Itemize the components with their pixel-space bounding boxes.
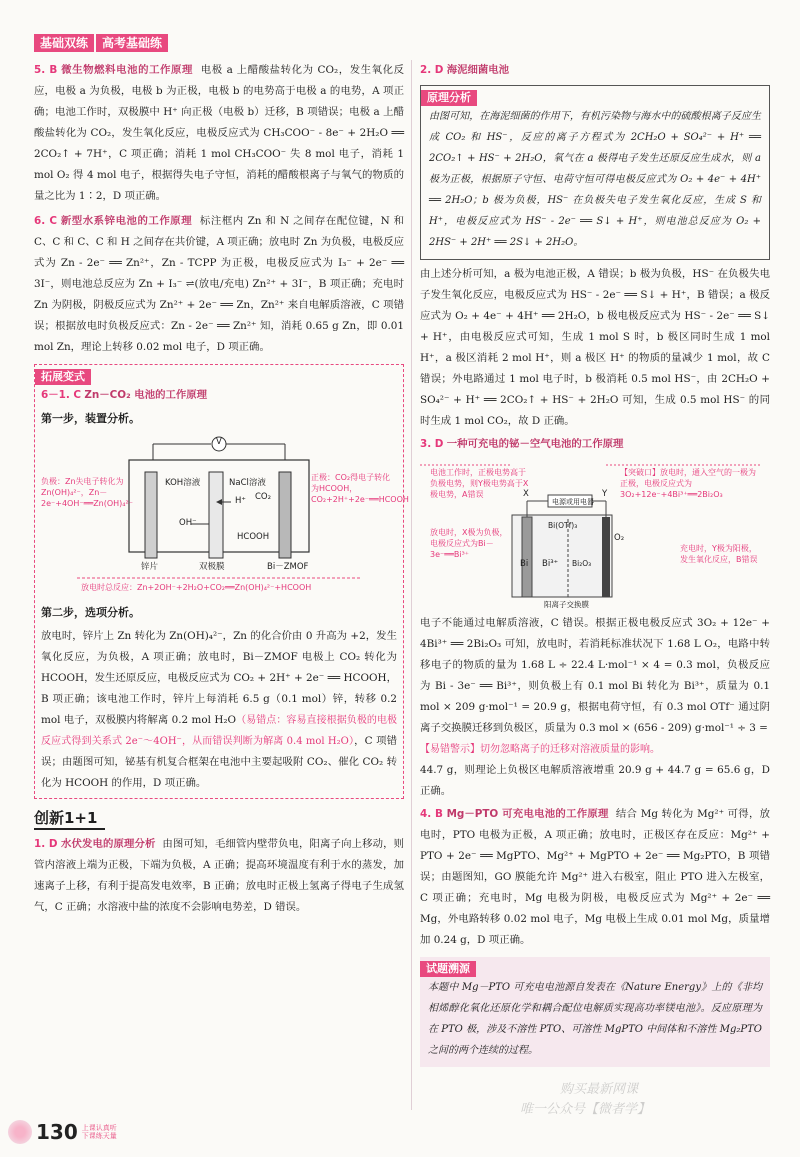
slogan-line-1: 上课认真听 <box>81 1124 117 1132</box>
watermark-line-1: 购买最新网课 <box>560 1082 639 1097</box>
note-breakthrough: 【突破口】放电时，通入空气的一极为正极，电极反应式为3O₂+12e⁻+4Bi³⁺══2Bi₂O₃ <box>620 468 756 499</box>
extension-answer <box>41 385 397 406</box>
answer-topic: Zn－CO₂ 电池的工作原理 <box>84 389 208 401</box>
answer-topic: 微生物燃料电池的工作原理 <box>61 64 193 76</box>
answer-text: 由图可知，毛细管内壁带负电，阳离子向上移动，则管内溶液上端为正极，下端为负极，A 正确；提高环境温度有利于水的蒸发，加速离子上移，有利于提高发电效率，B 正确；放电时正极上氢离子得电子生成氢气，C 正确；水溶液中盐的浓度不会影响电势差，D 错误。 <box>34 838 405 913</box>
answer-3-text-2: 44.7 g，则理论上负极区电解质溶液增重 20.9 g + 44.7 g = 65.6 g，D 正确。 <box>420 764 770 797</box>
nacl-label: NaCl溶液 <box>229 478 266 488</box>
note-negative-electrode: 放电时，X极为负极，电极反应式为Bi－3e⁻══Bi³⁺ <box>430 528 508 559</box>
o2-label: O₂ <box>614 533 625 543</box>
answer-3 <box>420 434 770 455</box>
extension-tab: 拓展变式 <box>35 369 91 385</box>
footer-slogan <box>82 1124 117 1140</box>
answer-3-text: 电子不能通过电解质溶液，C 错误。根据正极电极反应式 3O₂ + 12e⁻ + 4Bi³⁺ ══ 2Bi₂O₃ 可知，放电时，若消耗标准状况下 1.68 L O₂，电路中转移电子的物质的量为 1.68 L ÷ 22.4 L·mol⁻¹ × 4 = 0.3 mol，负极反应为 Bi - 3e⁻ ══ Bi³⁺，则负极上有 0.1 mol Bi 转化为 Bi³⁺，质量为 0.1 mol × 209 g·mol⁻¹ = 20.9 g，根据电荷守恒，有 0.3 mol OTf⁻ 通过阴离子交换膜迁移到负极区，质量为 0.3 mol × (656 - 209) g·mol⁻¹ ÷ 3 = <box>420 617 770 734</box>
bipolar-label: 双极膜 <box>199 562 225 572</box>
answer-number: 6. C <box>34 215 57 227</box>
y-electrode-label: Y <box>602 489 608 499</box>
negative-note: 负极：Zn失电子转化为Zn(OH)₄²⁻，Zn－2e⁻+4OH⁻══Zn(OH)₄²⁻ <box>41 477 133 508</box>
answer-topic: Mg－PTO 可充电电池的工作原理 <box>446 808 609 820</box>
error-prone-note: （易错点：容易直接根据负极的电极反应式得到关系式 2e⁻～4OH⁻，从而错误判断为解离 0.4 mol H₂O） <box>41 715 398 747</box>
answer-topic: 海泥细菌电池 <box>446 64 510 76</box>
koh-label: KOH溶液 <box>165 478 201 488</box>
note-charging-anode: 充电时，Y极为阳极，发生氧化反应，B错误 <box>680 544 758 564</box>
error-warning-note: 【易错警示】切勿忽略离子的迁移对溶液质量的影响。 <box>420 744 660 755</box>
answer-number: 2. D <box>420 64 444 76</box>
positive-note: 正极：CO₂得电子转化为HCOOH，CO₂+2H⁺+2e⁻══HCOOH <box>311 473 409 504</box>
answer-2-text: 由上述分析可知，a 极为电池正极，A 错误；b 极为负极，HS⁻ 在负极失电子发生氧化反应，电极反应式为 HS⁻ - 2e⁻ ══ S↓ + H⁺，B 错误；a 极反应式为 O₂ + 4e⁻ + 4H⁺ ══ 2H₂O，b 极电极反应式为 HS⁻ - 2e⁻ ══ S↓ + H⁺，由电极反应式可知，生成 1 mol S 时，b 极区同时生成 1 mol H⁺，a 极区消耗 2 mol H⁺，则 a 极区 H⁺ 的物质的量减少 1 mol，故 C 错误；外电路通过 1 mol 电子时，b 极消耗 0.5 mol HS⁻，由 2CH₂O + SO₄²⁻ + H⁺ ══ 2CO₂↑ + HS⁻ + 2H₂O 可知，生成 0.5 mol HS⁻ 的同时生成 1 mol CO₂，故 D 正确。 <box>420 268 770 427</box>
answer-6 <box>34 211 404 358</box>
analysis-text: 放电时，锌片上 Zn 转化为 Zn(OH)₄²⁻，Zn 的化合价由 0 升高为 +2，发生氧化反应，为负极，A 项正确；放电时，Bi－ZMOF 电极上 CO₂ 转化为 HCOOH，发生还原反应，电极反应式为 CO₂ + 2H⁺ + 2e⁻ ══ HCOOH，B 项正确；该电池工作时，锌片上每消耗 6.5 g（0.1 mol）锌，转移 0.2 mol 电子，双极膜内将解离 0.2 mol H₂O <box>41 630 397 726</box>
answer-topic: 新型水系锌电池的工作原理 <box>60 215 193 227</box>
source-box <box>420 957 770 1067</box>
left-column <box>34 60 409 918</box>
answer-text: 电极 a 上醋酸盐转化为 CO₂，发生氧化反应，电极 a 为负极，电极 b 为正极，电极 b 的电势高于电极 a 的电势，A 项正确；电池工作时，双极膜中 H⁺ 向正极（电极 b）迁移，B 项错误；电极 a 上醋酸盐转化为 CO₂，发生氧化反应，电极反应式为 CH₃COO⁻ - 8e⁻ + 2H₂O ══ 2CO₂↑ + 7H⁺，C 项正确；消耗 1 mol CH₃COO⁻ 失 8 mol 电子，消耗 1 mol O₂ 得 4 mol 电子，根据得失电子守恒，消耗的醋酸根离子与氧气的物质的量之比为 1∶2，D 项正确。 <box>34 64 405 202</box>
extension-text <box>41 626 397 794</box>
membrane-label: 阳离子交换膜 <box>544 600 589 609</box>
step-1-heading: 第一步，装置分析。 <box>41 412 140 425</box>
column-divider <box>411 60 412 1110</box>
principle-analysis-text: 由图可知，在海泥细菌的作用下，有机污染物与海水中的硫酸根离子反应生成 CO₂ 和 HS⁻，反应的离子方程式为 2CH₂O + SO₄²⁻ + H⁺ ══ 2CO₂↑ + HS⁻ + 2H₂O，氧气在 a 极得电子发生还原反应生成水，则 a 极为正极，根据原子守恒、电荷守恒可得电极反应式为 O₂ + 4e⁻ + 4H⁺ ══ 2H₂O；b 极为负极，HS⁻ 在负极失电子发生氧化反应，生成 S 和 H⁺，电极反应式为 HS⁻ - 2e⁻ ══ S↓ + H⁺，则电池总反应为 O₂ + 2HS⁻ + 2H⁺ ══ 2S↓ + 2H₂O。 <box>429 111 761 248</box>
bi-label: Bi <box>520 559 529 569</box>
banner-left: 基础双练 <box>34 34 94 52</box>
section-banner <box>34 34 168 52</box>
co2-label: CO₂ <box>255 492 272 502</box>
zinc-label: 锌片 <box>141 562 159 572</box>
page-footer <box>8 1120 117 1144</box>
device-label: 电源或用电器 <box>552 498 594 506</box>
answer-number: 5. B <box>34 64 58 76</box>
watermark-line-2: 唯一公众号【微者学】 <box>520 1102 651 1117</box>
principle-analysis-tab: 原理分析 <box>421 90 477 106</box>
flower-icon <box>8 1120 32 1144</box>
answer-text: 标注框内 Zn 和 N 之间存在配位键，N 和 C、C 和 C、C 和 H 之间存在共价键，A 项正确；放电时 Zn 为负极，电极反应式为 Zn - 2e⁻ ══ Zn²⁺，Zn - TCPP 为正极，电极反应式为 I₃⁻ + 2e⁻ ══ 3I⁻，则电池总反应为 Zn + I₃⁻ ⇌(放电/充电) Zn²⁺ + 3I⁻，B 项正确；充电时 Zn 为阴极，阴极反应式为 Zn²⁺ + 2e⁻ ══ Zn，Zn²⁺ 来自电解质溶液，C 项错误；根据放电时负极反应式：Zn - 2e⁻ ══ Zn²⁺ 知，消耗 0.65 g Zn，即 0.01 mol Zn，理论上转移 0.02 mol 电子，D 项正确。 <box>34 215 404 353</box>
voltmeter-label: V <box>216 437 222 447</box>
answer-text: 结合 Mg 转化为 Mg²⁺ 可得，放电时，PTO 电极为正极，A 项正确；放电时，正极区存在反应：Mg²⁺ + PTO + 2e⁻ ══ MgPTO、Mg²⁺ + MgPTO + 2e⁻ ══ Mg₂PTO，B 项错误；由题图知，GO 膜能允许 Mg²⁺ 进入右极室，阻止 PTO 进入左极室，C 项正确；充电时，Mg 电极为阴极，电极反应式为 Mg²⁺ + 2e⁻ ══ Mg，外电路转移 0.02 mol 电子，Mg 电极上生成 0.01 mol Mg，质量增加 0.24 g，D 项正确。 <box>420 808 770 946</box>
answer-number: 1. D <box>34 838 58 850</box>
principle-analysis-box <box>420 85 770 260</box>
answer-4 <box>420 804 770 951</box>
extension-box <box>34 364 409 799</box>
bi2o3-label: Bi₂O₃ <box>572 559 592 568</box>
answer-5 <box>34 60 404 207</box>
x-electrode-label: X <box>523 489 529 499</box>
hcooh-label: HCOOH <box>237 532 270 542</box>
step-2-heading: 第二步，选项分析。 <box>41 606 140 619</box>
analysis-text-2: ，C 项错误；由题图可知，铋基有机复合框架在电池中主要起吸附 CO₂、催化 CO₂ 转化为 HCOOH 的作用，D 项正确。 <box>41 735 397 789</box>
biotf-label: Bi(OTf)₃ <box>548 521 578 530</box>
innovation-answer-1 <box>34 834 404 918</box>
right-column <box>420 60 770 1067</box>
oh-label: OH⁻ <box>179 518 197 528</box>
cell-diagram <box>41 432 409 600</box>
total-reaction-note: 放电时总反应：Zn+2OH⁻+2H₂O+CO₂══Zn(OH)₄²⁻+HCOOH <box>81 583 312 592</box>
answer-number: 4. B <box>420 808 443 820</box>
h-label: H⁺ <box>235 496 246 506</box>
answer-topic: 水伏发电的原理分析 <box>60 838 156 850</box>
answer-number: 6－1. C <box>41 389 82 401</box>
banner-right: 高考基础练 <box>96 34 168 52</box>
answer-number: 3. D <box>420 438 444 450</box>
note-electrode-potential: 电池工作时，正极电势高于负极电势，则Y极电势高于X极电势，A错误 <box>430 468 529 499</box>
source-tab: 试题溯源 <box>420 961 476 977</box>
bi-air-battery-figure <box>420 459 770 609</box>
answer-2 <box>420 60 770 81</box>
answer-topic: 一种可充电的铋－空气电池的工作原理 <box>446 438 624 450</box>
page-number: 130 <box>36 1120 78 1144</box>
source-text: 本题中 Mg－PTO 可充电电池源自发表在《Nature Energy》上的《非均相烯醇化氧化还原化学和耦合配位电解质实现高功率镁电池》。反应原理为在 PTO 极，涉及不溶性 PTO、可溶性 MgPTO 中间体和不溶性 Mg₂PTO 之间的两个连续的过程。 <box>428 982 762 1056</box>
bi3-label: Bi³⁺ <box>542 559 559 569</box>
zn-co2-cell-figure <box>41 432 409 600</box>
innovation-heading: 创新1+1 <box>34 807 105 830</box>
slogan-line-2: 下课练天量 <box>81 1132 117 1140</box>
zmof-label: Bi－ZMOF <box>267 562 309 572</box>
